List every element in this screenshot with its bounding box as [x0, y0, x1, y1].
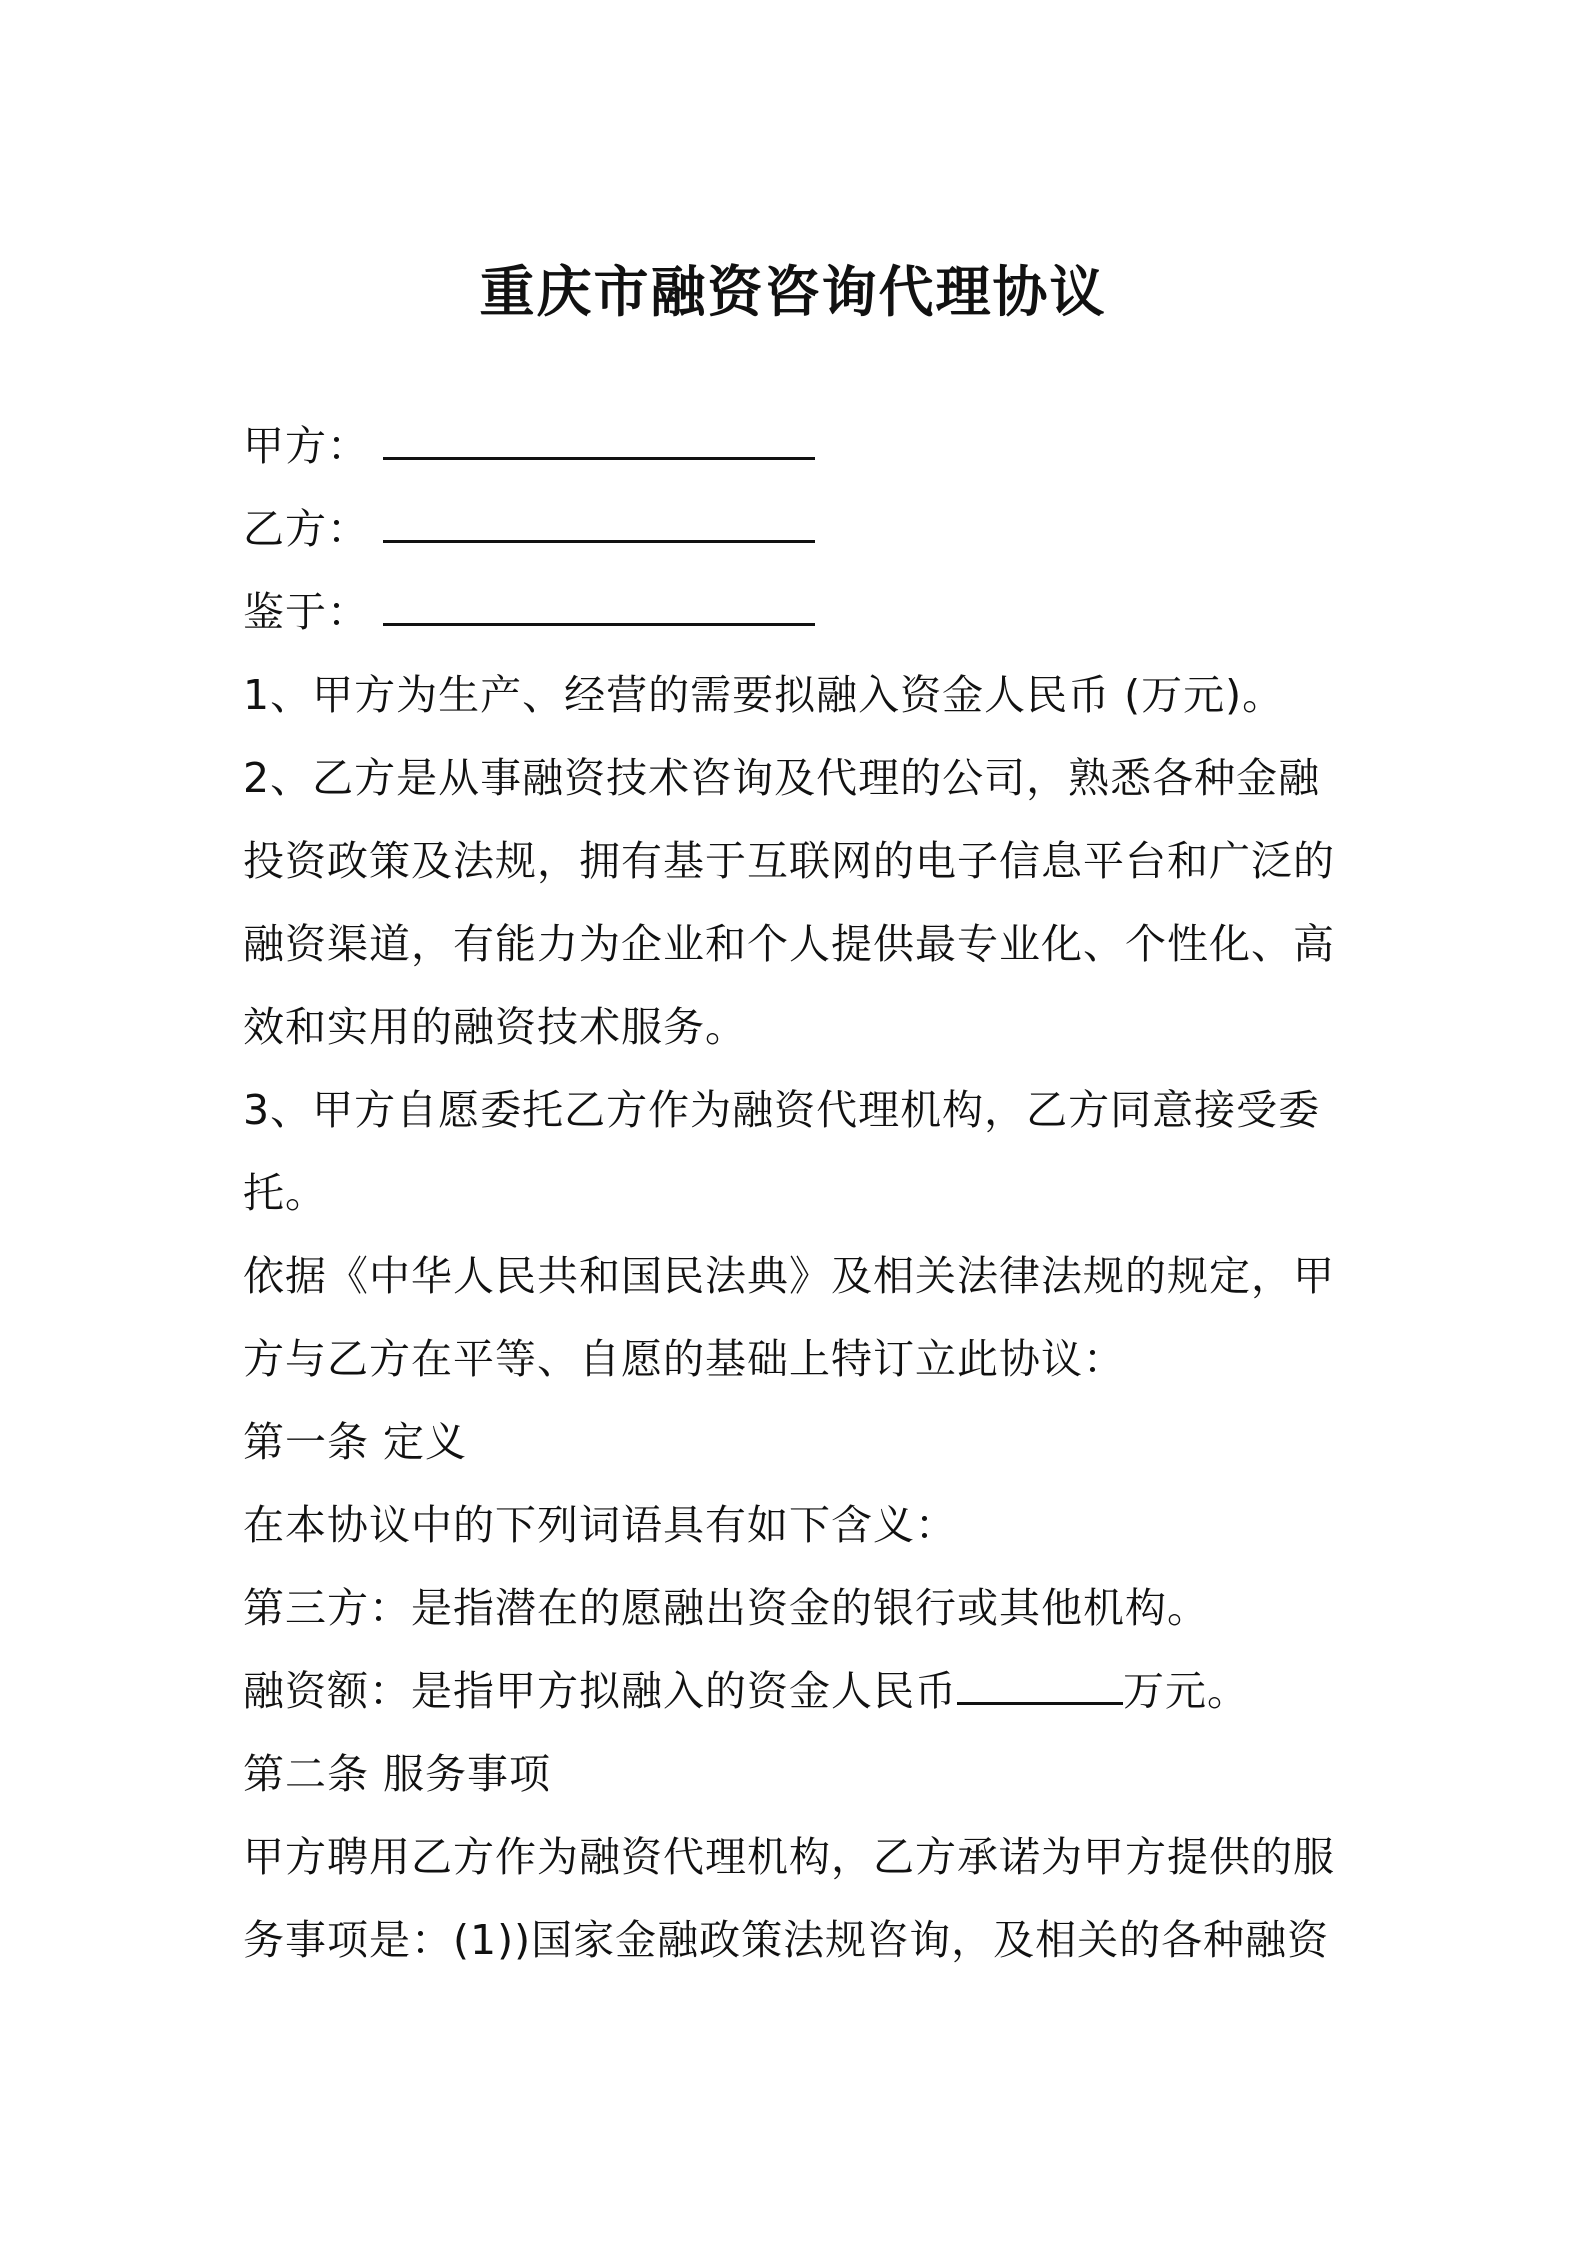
- text-line: 方与乙方在平等、自愿的基础上特订立此协议：: [243, 1335, 1125, 1383]
- text-line: 3、甲方自愿委托乙方作为融资代理机构，乙方同意接受委: [243, 1086, 1321, 1134]
- amount-line: [243, 1650, 1363, 1733]
- document-body: [243, 405, 1363, 1982]
- text-line: 投资政策及法规，拥有基于互联网的电子信息平台和广泛的: [243, 837, 1335, 885]
- amount-line-prefix: 融资额：是指甲方拟融入的资金人民币: [243, 1667, 957, 1715]
- party-b-blank: [383, 510, 815, 543]
- party-a-line: [243, 405, 1363, 488]
- text-line: 托。: [243, 1169, 327, 1217]
- text-line: 甲方聘用乙方作为融资代理机构，乙方承诺为甲方提供的服: [243, 1833, 1335, 1881]
- whereas-label: 鉴于：: [243, 588, 369, 636]
- whereas-line: [243, 571, 1363, 654]
- text-line: 在本协议中的下列词语具有如下含义：: [243, 1501, 957, 1549]
- text-line: 务事项是：(1))国家金融政策法规咨询，及相关的各种融资: [243, 1916, 1330, 1964]
- text-line: 2、乙方是从事融资技术咨询及代理的公司，熟悉各种金融: [243, 754, 1321, 802]
- section-heading-definitions: 第一条 定义: [243, 1418, 468, 1466]
- document-title: 重庆市融资咨询代理协议: [479, 260, 1107, 324]
- party-a-blank: [383, 427, 815, 460]
- amount-line-suffix: 万元。: [1123, 1667, 1249, 1715]
- party-a-label: 甲方：: [243, 422, 369, 470]
- text-line: 依据《中华人民共和国民法典》及相关法律法规的规定，甲: [243, 1252, 1335, 1300]
- amount-blank: [957, 1672, 1123, 1705]
- section-heading-services: 第二条 服务事项: [243, 1750, 552, 1798]
- party-b-line: [243, 488, 1363, 571]
- text-line: 融资渠道，有能力为企业和个人提供最专业化、个性化、高: [243, 920, 1335, 968]
- text-line: 第三方：是指潜在的愿融出资金的银行或其他机构。: [243, 1584, 1209, 1632]
- party-b-label: 乙方：: [243, 505, 369, 553]
- whereas-blank: [383, 593, 815, 626]
- text-line: 效和实用的融资技术服务。: [243, 1003, 747, 1051]
- text-line: 1、甲方为生产、经营的需要拟融入资金人民币 (万元)。: [243, 671, 1285, 719]
